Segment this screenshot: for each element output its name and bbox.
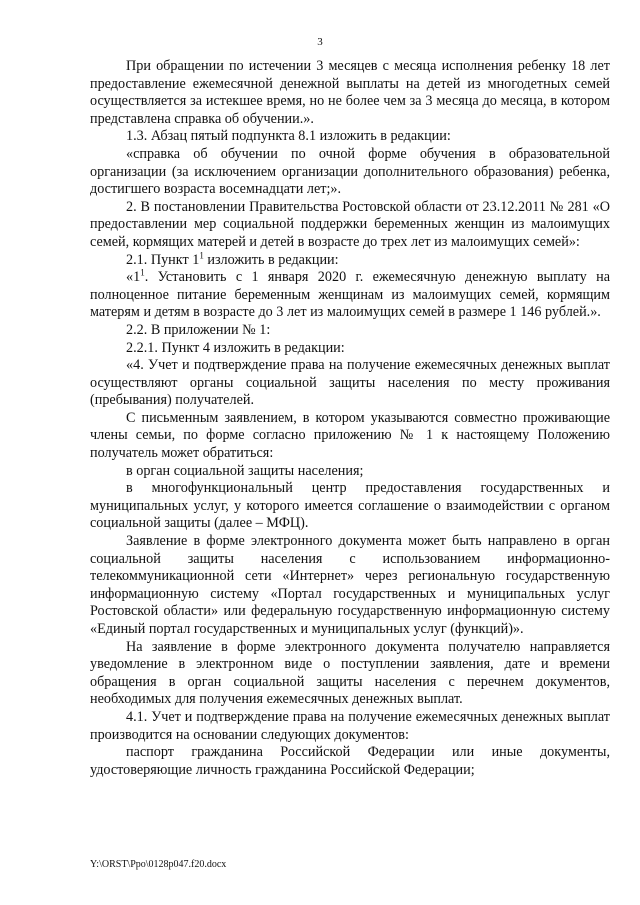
- paragraph: Заявление в форме электронного документа может быть направлено в орган социальной защиты населения с использованием информационно-телекоммуникационной сети «Интернет» через региональную государственную информационную систему «Портал государственных и муниципальных услуг Ростовской области» или федеральную государственную информационную систему «Единый портал государственных и муниципальных услуг (функций)».: [90, 533, 610, 637]
- paragraph: 1.3. Абзац пятый подпункта 8.1 изложить в редакции:: [126, 128, 451, 145]
- paragraph-text: «1: [126, 269, 141, 286]
- paragraph-text: 2.1. Пункт 1: [126, 251, 200, 268]
- paragraph: При обращении по истечении 3 месяцев с месяца исполнения ребенку 18 лет предоставление ежемесячной денежной выплаты на детей из многодетных семей осуществляется за истекшее время, но не более чем за 3 месяца до месяца, в котором представлена справка об обучении.».: [90, 58, 610, 127]
- paragraph: «4. Учет и подтверждение права на получение ежемесячных денежных выплат осуществляют органы социальной защиты населения по месту проживания (пребывания) получателей.: [90, 357, 610, 409]
- paragraph: паспорт гражданина Российской Федерации или иные документы, удостоверяющие личность гражданина Российской Федерации;: [90, 744, 610, 778]
- document-body: [90, 58, 610, 779]
- page-number: 3: [317, 36, 323, 48]
- paragraph-text: изложить в редакции:: [203, 251, 339, 268]
- superscript: 1: [199, 249, 204, 260]
- paragraph: в многофункциональный центр предоставления государственных и муниципальных услуг, у которого имеется соглашение о взаимодействии с органом социальной защиты (далее – МФЦ).: [90, 480, 610, 532]
- paragraph: 2. В постановлении Правительства Ростовской области от 23.12.2011 № 281 «О предоставлении мер социальной поддержки беременных женщин из малоимущих семей, кормящих матерей и детей в возрасте до трех лет из малоимущих семей»:: [90, 198, 610, 250]
- paragraph: [90, 249, 610, 270]
- superscript: 1: [140, 267, 145, 278]
- paragraph: С письменным заявлением, в котором указываются совместно проживающие члены семьи, по форме согласно приложению № 1 к настоящему Положению получатель может обратиться:: [90, 409, 610, 462]
- paragraph: 2.2. В приложении № 1:: [126, 321, 271, 338]
- paragraph: 2.2.1. Пункт 4 изложить в редакции:: [126, 339, 345, 356]
- paragraph: «справка об обучении по очной форме обучения в образовательной организации (за исключением организации дополнительного образования) ребенка, достигшего возраста восемнадцати лет;».: [90, 145, 610, 198]
- paragraph: 4.1. Учет и подтверждение права на получение ежемесячных денежных выплат производится на основании следующих документов:: [90, 708, 610, 743]
- paragraph: в орган социальной защиты населения;: [126, 462, 364, 479]
- paragraph: На заявление в форме электронного документа получателю направляется уведомление в электронном виде о поступлении заявления, дате и времени обращения в орган социальной защиты населения с перечнем документов, необходимых для получения ежемесячных денежных выплат.: [90, 638, 610, 708]
- paragraph: [90, 269, 610, 322]
- footer-file-path: Y:\ORST\Ppo\0128p047.f20.docx: [90, 859, 227, 870]
- paragraph-text: . Установить с 1 января 2020 г. ежемесячную денежную выплату на полноценное питание беременным женщинам из малоимущих семей, кормящим матерям и детям в возрасте до 3 лет из малоимущих семей в размере 1 146 рублей.».: [90, 269, 610, 321]
